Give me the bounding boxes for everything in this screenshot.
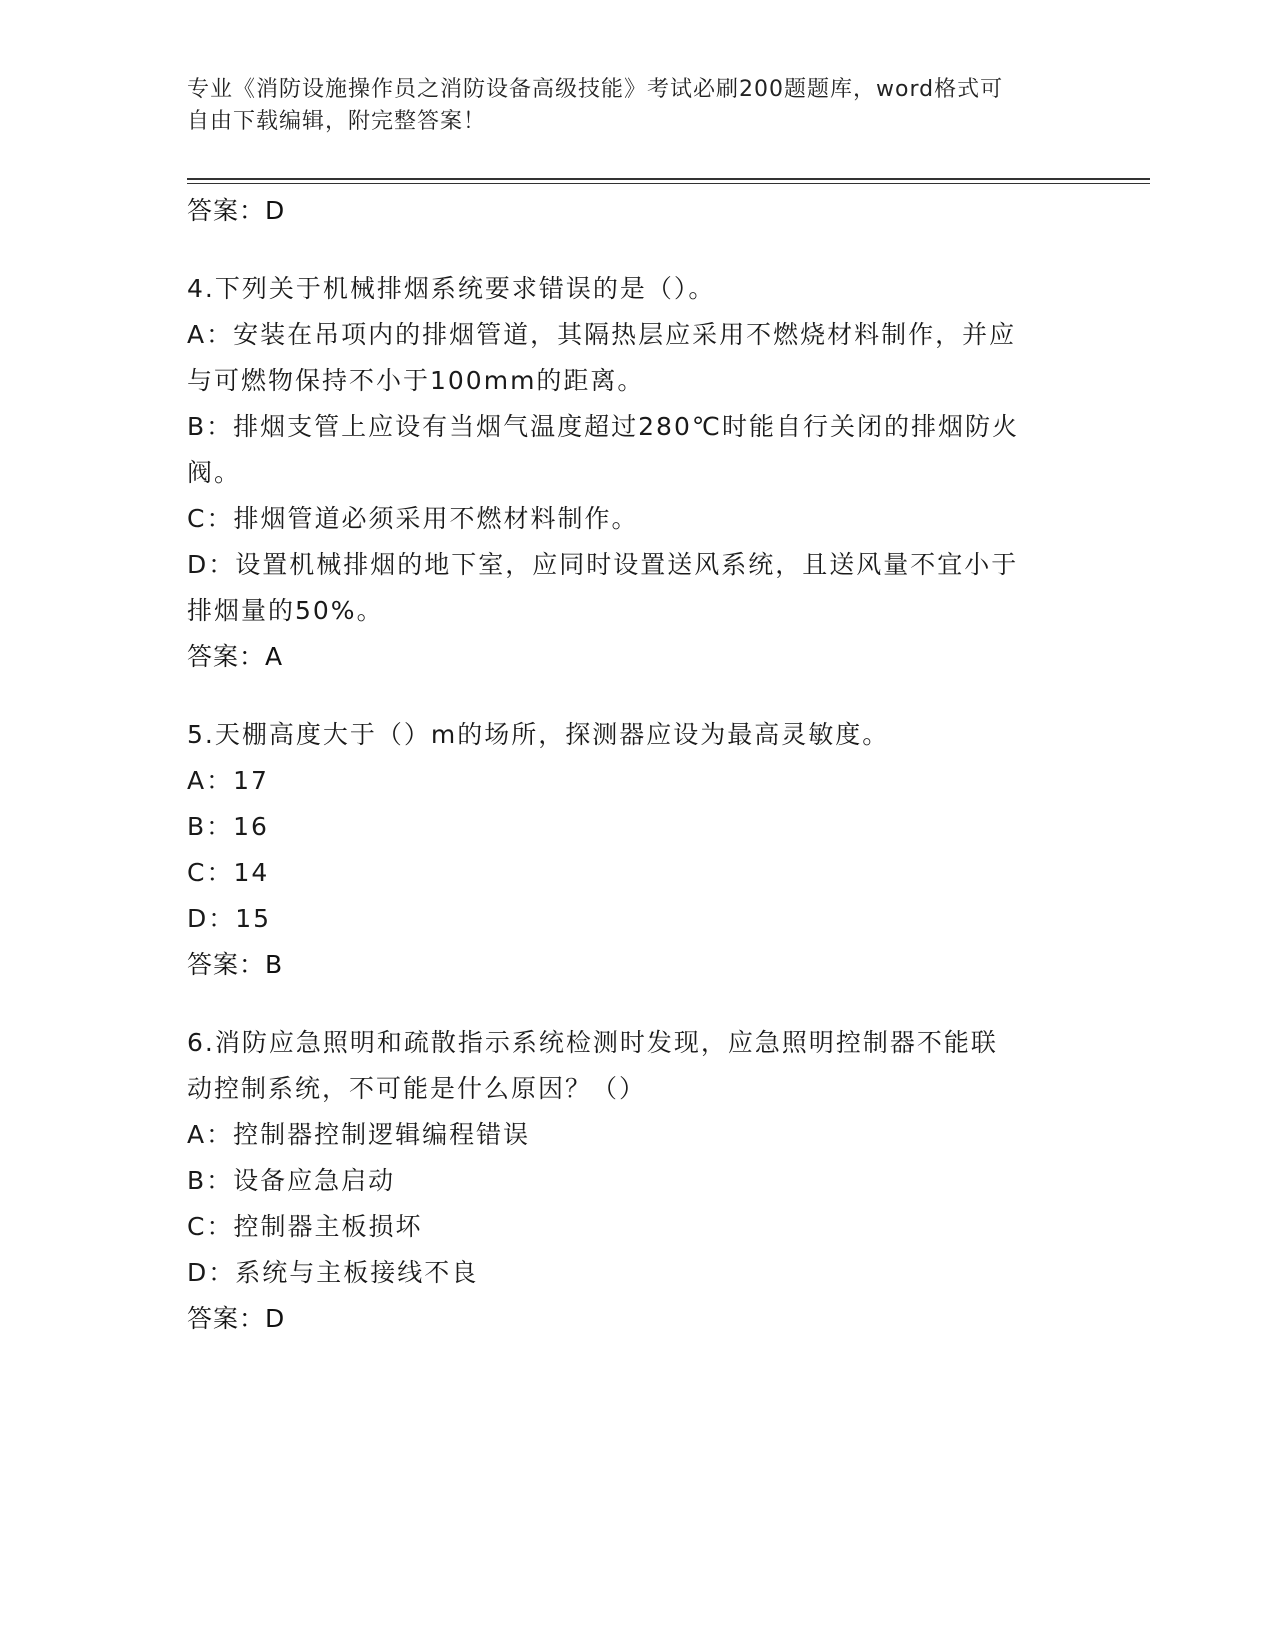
question-4-option-b: B：排烟支管上应设有当烟气温度超过280℃时能自行关闭的排烟防火	[187, 412, 1019, 441]
document-body	[187, 188, 1087, 1342]
question-5-answer: 答案：B	[187, 950, 284, 979]
question-6-stem: 6.消防应急照明和疏散指示系统检测时发现，应急照明控制器不能联	[187, 1028, 998, 1057]
question-4-option-b-cont: 阀。	[187, 458, 242, 487]
question-5	[187, 712, 1087, 988]
question-4-stem: 4.下列关于机械排烟系统要求错误的是（）。	[187, 274, 716, 303]
question-6-answer: 答案：D	[187, 1304, 286, 1333]
header-divider-thin	[187, 183, 1150, 184]
question-6-option-a: A：控制器控制逻辑编程错误	[187, 1120, 531, 1149]
question-6-option-b: B：设备应急启动	[187, 1166, 396, 1195]
question-4-option-a-cont: 与可燃物保持不小于100mm的距离。	[187, 366, 645, 395]
question-4-answer: 答案：A	[187, 642, 284, 671]
question-5-option-d: D：15	[187, 904, 272, 933]
question-5-option-a: A：17	[187, 766, 269, 795]
question-5-stem: 5.天棚高度大于（）m的场所，探测器应设为最高灵敏度。	[187, 720, 890, 749]
question-6-stem-cont: 动控制系统，不可能是什么原因？（）	[187, 1074, 647, 1103]
answer-line: 答案：D	[187, 196, 286, 225]
header-line-1: 专业《消防设施操作员之消防设备高级技能》考试必刷200题题库，word格式可	[187, 77, 1004, 102]
question-6-option-d: D：系统与主板接线不良	[187, 1258, 479, 1287]
question-4-option-a: A：安装在吊项内的排烟管道，其隔热层应采用不燃烧材料制作，并应	[187, 320, 1017, 349]
question-5-option-c: C：14	[187, 858, 270, 887]
header-line-2: 自由下载编辑，附完整答案！	[187, 109, 487, 134]
question-4-option-c: C：排烟管道必须采用不燃材料制作。	[187, 504, 639, 533]
question-4	[187, 266, 1087, 680]
question-6	[187, 1020, 1087, 1342]
question-4-option-d-cont: 排烟量的50%。	[187, 596, 384, 625]
question-4-option-d: D：设置机械排烟的地下室，应同时设置送风系统，且送风量不宜小于	[187, 550, 1019, 579]
header-divider	[187, 178, 1150, 180]
document-header	[187, 74, 1067, 138]
question-5-option-b: B：16	[187, 812, 269, 841]
question-6-option-c: C：控制器主板损坏	[187, 1212, 423, 1241]
